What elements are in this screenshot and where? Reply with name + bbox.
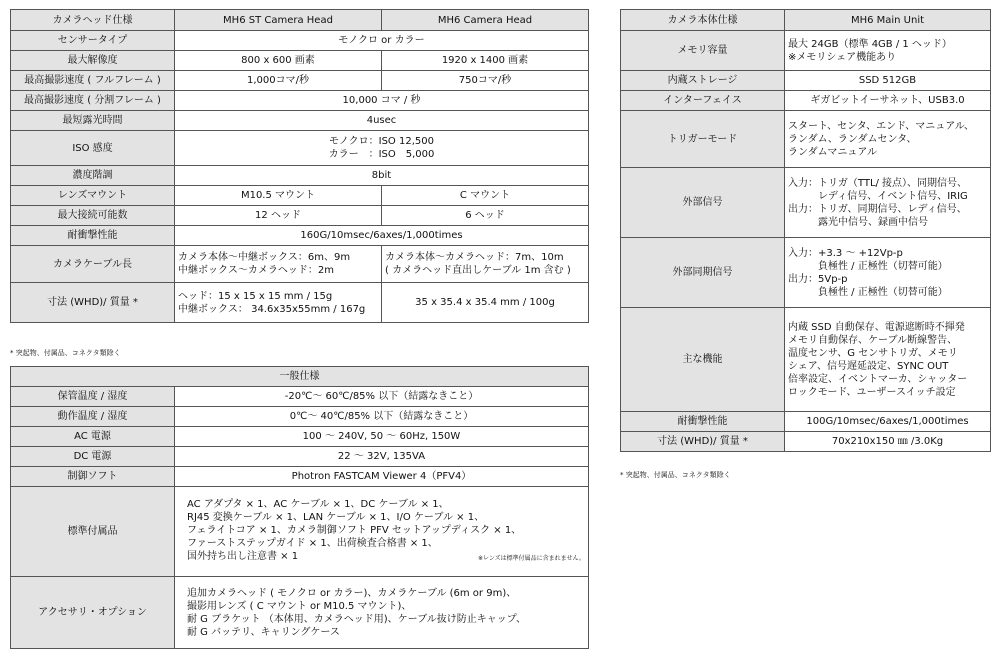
main-header-label: カメラ本体仕様 [621, 10, 785, 31]
row-label: 内蔵ストレージ [621, 71, 785, 91]
row-label: 最高撮影速度 ( 分割フレーム ) [11, 91, 175, 111]
accessories-note: ※レンズは標準付属品に含まれません。 [477, 555, 585, 562]
row-label: ISO 感度 [11, 131, 175, 166]
row-value: 最大 24GB（標準 4GB / 1 ヘッド） ※メモリシェア機能あり [785, 31, 991, 71]
row-value: SSD 512GB [785, 71, 991, 91]
row-label: 主な機能 [621, 308, 785, 412]
row-label: カメラケーブル長 [11, 246, 175, 283]
general-spec-table [10, 366, 589, 649]
row-value: 内蔵 SSD 自動保存、電源遮断時不揮発 メモリ自動保存、ケーブル断線警告、 温度センサ、G センサトリガ、メモリ シェア、信号遅延設定、SYNC OUT 倍率設定、イベントマーカ、シャッター ロックモード、ユーザースイッチ設定 [785, 308, 991, 412]
row-value: -20℃～ 60℃/85% 以下（結露なきこと） [175, 387, 589, 407]
general-header: 一般仕様 [11, 367, 589, 387]
accessories-label: 標準付属品 [11, 487, 175, 577]
row-value: Photron FASTCAM Viewer 4（PFV4） [175, 467, 589, 487]
row-value: 8bit [175, 166, 589, 186]
row-label: 最短露光時間 [11, 111, 175, 131]
row-value: スタート、センタ、エンド、マニュアル、 ランダム、ランダムセンタ、 ランダムマニュアル [785, 111, 991, 168]
options-value: 追加カメラヘッド ( モノクロ or カラー)、カメラケーブル (6m or 9m)、 撮影用レンズ ( C マウント or M10.5 マウント)、 耐 G ブラケット （本体用、カメラヘッド用)、ケーブル抜け防止キャップ、 耐 G バッテリ、キャリングケース [175, 577, 589, 649]
row-value: 22 ～ 32V, 135VA [175, 447, 589, 467]
row-label: 最大接続可能数 [11, 206, 175, 226]
row-value-mh: 35 x 35.4 x 35.4 mm / 100g [382, 283, 589, 323]
row-value-mh: 6 ヘッド [382, 206, 589, 226]
row-value: 70x210x150 ㎜ /3.0Kg [785, 432, 991, 452]
row-label: 耐衝撃性能 [621, 412, 785, 432]
head-header-mh: MH6 Camera Head [382, 10, 589, 31]
row-label: トリガーモード [621, 111, 785, 168]
row-label: 最高撮影速度 ( フルフレーム ) [11, 71, 175, 91]
row-value-st: 12 ヘッド [175, 206, 382, 226]
row-value: 10,000 コマ / 秒 [175, 91, 589, 111]
row-label: DC 電源 [11, 447, 175, 467]
main-footnote: * 突起物、付属品、コネクタ類除く [620, 471, 731, 479]
row-label: 制御ソフト [11, 467, 175, 487]
row-label: 保管温度 / 湿度 [11, 387, 175, 407]
main-unit-spec-table [620, 9, 991, 452]
row-label: AC 電源 [11, 427, 175, 447]
row-label: レンズマウント [11, 186, 175, 206]
head-footnote: * 突起物、付属品、コネクタ類除く [10, 349, 121, 357]
row-label: 寸法 (WHD)/ 質量 * [11, 283, 175, 323]
row-label: 外部同期信号 [621, 238, 785, 308]
head-header-st: MH6 ST Camera Head [175, 10, 382, 31]
row-label: 動作温度 / 湿度 [11, 407, 175, 427]
camera-head-spec-table [10, 9, 589, 323]
row-label: 濃度階調 [11, 166, 175, 186]
row-value-st: 1,000コマ/秒 [175, 71, 382, 91]
options-label: アクセサリ・オプション [11, 577, 175, 649]
row-value: 4usec [175, 111, 589, 131]
row-value: モノクロ：ISO 12,500 カラー ：ISO 5,000 [175, 131, 589, 166]
row-value-mh: C マウント [382, 186, 589, 206]
row-value-st: 800 x 600 画素 [175, 51, 382, 71]
row-label: 寸法 (WHD)/ 質量 * [621, 432, 785, 452]
row-label: 耐衝撃性能 [11, 226, 175, 246]
accessories-value: AC アダプタ × 1、AC ケーブル × 1、DC ケーブル × 1、 RJ45 変換ケーブル × 1、LAN ケーブル × 1、I/O ケーブル × 1、 フェライトコア × 1、カメラ制御ソフト PFV セットアップディスク × 1、 ファーストステップガイド × 1、出荷検査合格書 × 1、 国外持ち出し注意書 × 1 [187, 499, 522, 562]
row-value: 入力：トリガ（TTL/ 接点）、同期信号、 レディ信号、イベント信号、IRIG 出力：トリガ、同期信号、レディ信号、 露光中信号、録画中信号 [785, 168, 991, 238]
row-value-st: M10.5 マウント [175, 186, 382, 206]
row-value: 160G/10msec/6axes/1,000times [175, 226, 589, 246]
row-label: メモリ容量 [621, 31, 785, 71]
row-value: 0℃～ 40℃/85% 以下（結露なきこと） [175, 407, 589, 427]
row-value: 100 ～ 240V, 50 ～ 60Hz, 150W [175, 427, 589, 447]
accessories-cell [175, 487, 589, 577]
row-label: センサータイプ [11, 31, 175, 51]
row-value: 100G/10msec/6axes/1,000times [785, 412, 991, 432]
row-value-st: ヘッド：15 x 15 x 15 mm / 15g 中継ボックス： 34.6x35x55mm / 167g [175, 283, 382, 323]
row-label: インターフェイス [621, 91, 785, 111]
row-value: モノクロ or カラー [175, 31, 589, 51]
main-header-unit: MH6 Main Unit [785, 10, 991, 31]
row-label: 最大解像度 [11, 51, 175, 71]
row-value-st: カメラ本体～中継ボックス：6m、9m 中継ボックス～カメラヘッド：2m [175, 246, 382, 283]
row-label: 外部信号 [621, 168, 785, 238]
row-value-mh: 750コマ/秒 [382, 71, 589, 91]
row-value-mh: 1920 x 1400 画素 [382, 51, 589, 71]
row-value-mh: カメラ本体～カメラヘッド：7m、10m ( カメラヘッド直出しケーブル 1m 含む ) [382, 246, 589, 283]
row-value: ギガビットイーサネット、USB3.0 [785, 91, 991, 111]
row-value: 入力：+3.3 ～ +12Vp-p 負極性 / 正極性（切替可能） 出力：5Vp-p 負極性 / 正極性（切替可能） [785, 238, 991, 308]
head-header-label: カメラヘッド仕様 [11, 10, 175, 31]
